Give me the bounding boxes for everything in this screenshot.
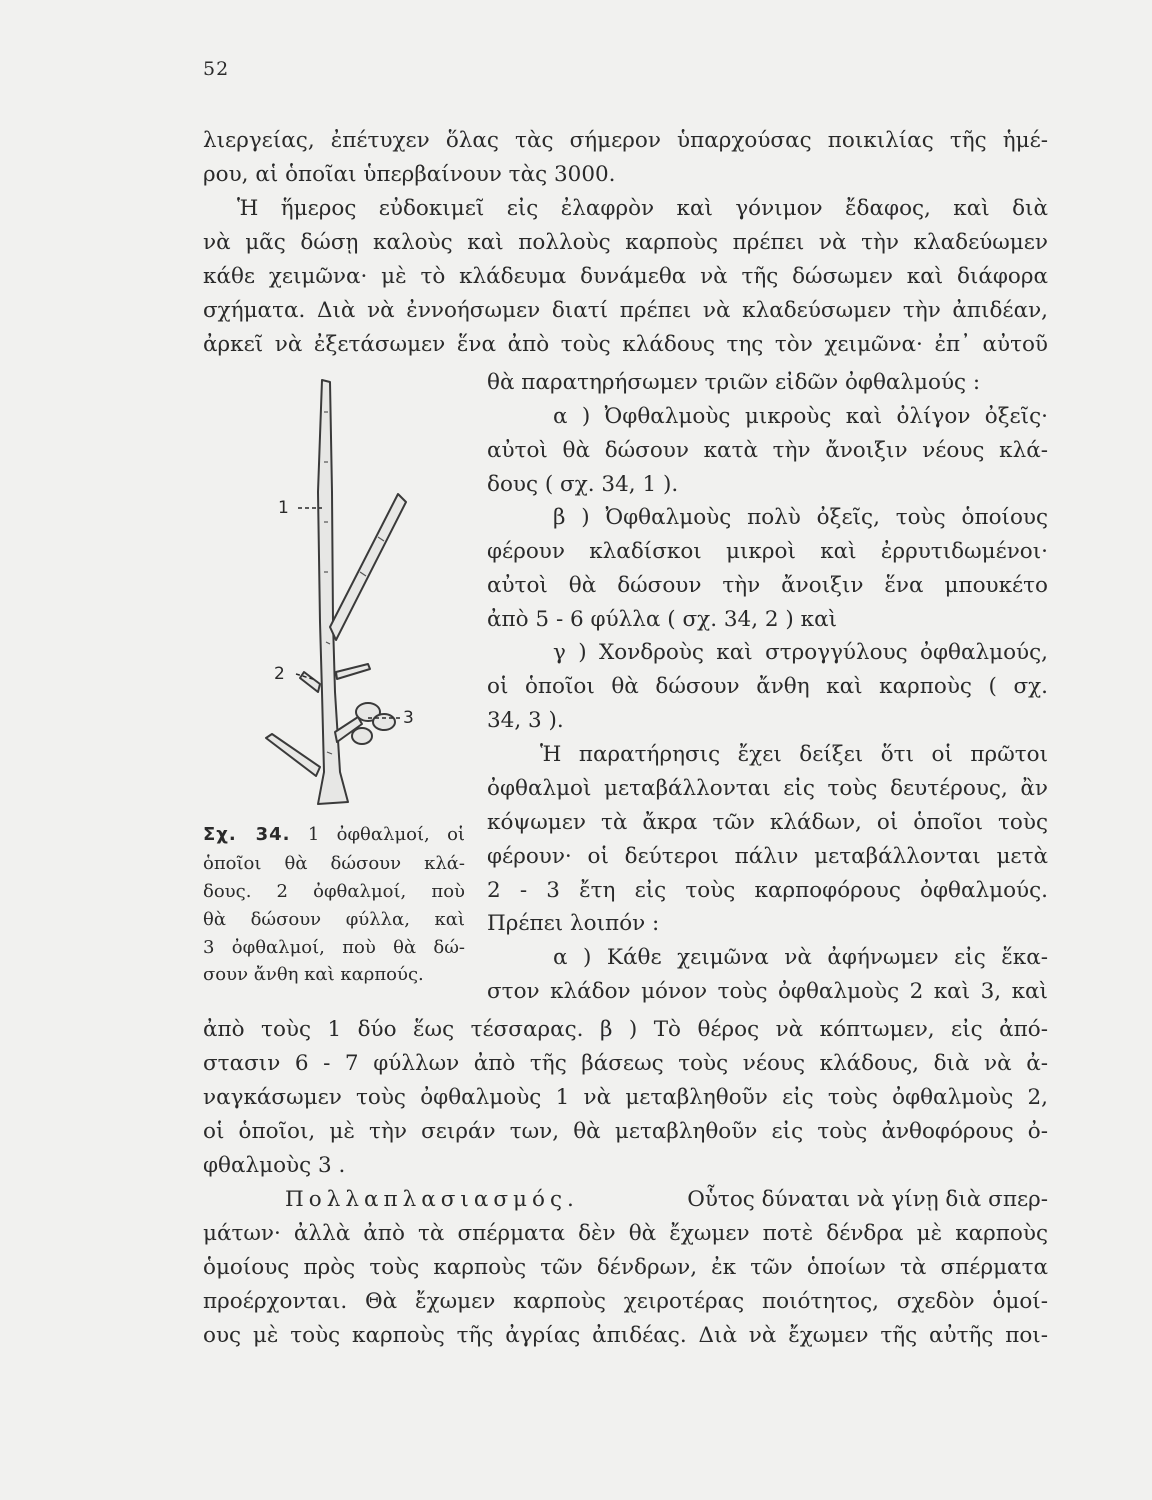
text-line: ὁμοίους πρὸς τοὺς καρποὺς τῶν δένδρων, ἐκ τῶν ὁποίων τὰ σπέρματα: [203, 1255, 1048, 1280]
text-line: προέρχονται. Θὰ ἔχωμεν καρποὺς χειροτέρας ποιότητος, σχεδὸν ὁμοί-: [203, 1289, 1048, 1314]
text-line: 2 - 3 ἔτη εἰς τοὺς καρποφόρους ὀφθαλμούς.: [487, 878, 1048, 903]
section-first-line-text: Οὗτος δύναται νὰ γίνῃ διὰ σπερ-: [687, 1187, 1048, 1212]
text-line: 34, 3 ).: [487, 708, 564, 733]
text-line: σχήματα. Διὰ νὰ ἐννοήσωμεν διατί πρέπει νὰ κλαδεύσωμεν τὴν ἀπιδέαν,: [203, 298, 1048, 323]
figure-label-2: 2: [274, 664, 285, 684]
text-line: β ) Ὀφθαλμοὺς πολὺ ὀξεῖς, τοὺς ὁποίους: [553, 505, 1048, 530]
section-heading: Πολλαπλασιασμός.: [285, 1187, 579, 1212]
text-line: κάθε χειμῶνα· μὲ τὸ κλάδευμα δυνάμεθα νὰ τῆς δώσωμεν καὶ διάφορα: [203, 264, 1048, 289]
text-line: κόψωμεν τὰ ἄκρα τῶν κλάδων, οἱ ὁποῖοι τοὺς: [487, 810, 1048, 835]
text-line: φέρουν· οἱ δεύτεροι πάλιν μεταβάλλονται μετὰ: [487, 844, 1048, 869]
text-line: α ) Ὀφθαλμοὺς μικροὺς καὶ ὀλίγον ὀξεῖς·: [553, 404, 1048, 429]
figure-caption-line: 3 ὀφθαλμοί, ποὺ θὰ δώ-: [203, 937, 465, 958]
figure-caption-lead: Σχ. 34.: [203, 824, 291, 845]
text-line: οἱ ὁποῖοι, μὲ τὴν σειράν των, θὰ μεταβληθοῦν εἰς τοὺς ἀνθοφόρους ὀ-: [203, 1119, 1048, 1144]
text-line: ἀπὸ τοὺς 1 δύο ἕως τέσσαρας. β ) Τὸ θέρος νὰ κόπτωμεν, εἰς ἀπό-: [203, 1017, 1048, 1042]
section-first-line: [285, 1189, 1048, 1211]
pear-branch-illustration: [240, 372, 465, 812]
text-line: νὰ μᾶς δώσῃ καλοὺς καὶ πολλοὺς καρποὺς πρέπει νὰ τὴν κλαδεύωμεν: [203, 230, 1048, 255]
figure-caption-line: δους. 2 ὀφθαλμοί, ποὺ: [203, 881, 465, 902]
figure-caption-text: 1 ὀφθαλμοί, οἱ: [307, 824, 465, 845]
text-line: μάτων· ἀλλὰ ἀπὸ τὰ σπέρματα δὲν θὰ ἔχωμεν ποτὲ δένδρα μὲ καρποὺς: [203, 1221, 1048, 1246]
text-line: γ ) Χονδροὺς καὶ στρογγύλους ὀφθαλμούς,: [553, 640, 1048, 665]
text-line: ρου, αἱ ὁποῖαι ὑπερβαίνουν τὰς 3000.: [203, 162, 616, 187]
text-line: ὀφθαλμοὶ μεταβάλλονται εἰς τοὺς δευτέρους, ἂν: [487, 776, 1048, 801]
text-line: α ) Κάθε χειμῶνα νὰ ἀφήνωμεν εἰς ἕκα-: [553, 945, 1048, 970]
page-number: 52: [203, 58, 230, 80]
figure-caption-line: σουν ἄνθη καὶ καρπούς.: [203, 964, 424, 985]
figure-caption-line: ὁποῖοι θὰ δώσουν κλά-: [203, 853, 465, 874]
text-line: θὰ παρατηρήσωμεν τριῶν εἰδῶν ὀφθαλμούς :: [487, 370, 981, 395]
text-line: φέρουν κλαδίσκοι μικροὶ καὶ ἐρρυτιδωμένοι·: [487, 539, 1048, 564]
text-line: ναγκάσωμεν τοὺς ὀφθαλμοὺς 1 νὰ μεταβληθοῦν εἰς τοὺς ὀφθαλμοὺς 2,: [203, 1085, 1048, 1110]
figure-caption-line: θὰ δώσουν φύλλα, καὶ: [203, 909, 465, 930]
figure-caption-line: [203, 826, 465, 844]
text-line: αὐτοὶ θὰ δώσουν κατὰ τὴν ἄνοιξιν νέους κλά-: [487, 438, 1048, 463]
text-line: στασιν 6 - 7 φύλλων ἀπὸ τῆς βάσεως τοὺς νέους κλάδους, διὰ νὰ ἀ-: [203, 1051, 1048, 1076]
figure-label-1: 1: [278, 498, 289, 518]
text-line: οἱ ὁποῖοι θὰ δώσουν ἄνθη καὶ καρποὺς ( σχ.: [487, 674, 1048, 699]
text-line: Ἡ παρατήρησις ἔχει δείξει ὅτι οἱ πρῶτοι: [540, 742, 1048, 767]
text-line: αὐτοὶ θὰ δώσουν τὴν ἄνοιξιν ἕνα μπουκέτο: [487, 573, 1048, 598]
text-line: λιεργείας, ἐπέτυχεν ὅλας τὰς σήμερον ὑπαρχούσας ποικιλίας τῆς ἡμέ-: [203, 128, 1048, 153]
text-line: Πρέπει λοιπόν :: [487, 911, 660, 936]
text-line: στον κλάδον μόνον τοὺς ὀφθαλμοὺς 2 καὶ 3, καὶ: [487, 979, 1048, 1004]
text-line: ἀρκεῖ νὰ ἐξετάσωμεν ἕνα ἀπὸ τοὺς κλάδους της τὸν χειμῶνα· ἐπ᾽ αὐτοῦ: [203, 332, 1048, 357]
text-line: ους μὲ τοὺς καρποὺς τῆς ἀγρίας ἀπιδέας. Διὰ νὰ ἔχωμεν τῆς αὐτῆς ποι-: [203, 1323, 1048, 1348]
figure-label-3: 3: [403, 708, 414, 728]
text-line: δους ( σχ. 34, 1 ).: [487, 472, 679, 497]
text-line: Ἡ ἥμερος εὐδοκιμεῖ εἰς ἐλαφρὸν καὶ γόνιμον ἔδαφος, καὶ διὰ: [237, 196, 1048, 221]
text-line: ἀπὸ 5 - 6 φύλλα ( σχ. 34, 2 ) καὶ: [487, 607, 838, 632]
text-line: φθαλμοὺς 3 .: [203, 1153, 346, 1178]
